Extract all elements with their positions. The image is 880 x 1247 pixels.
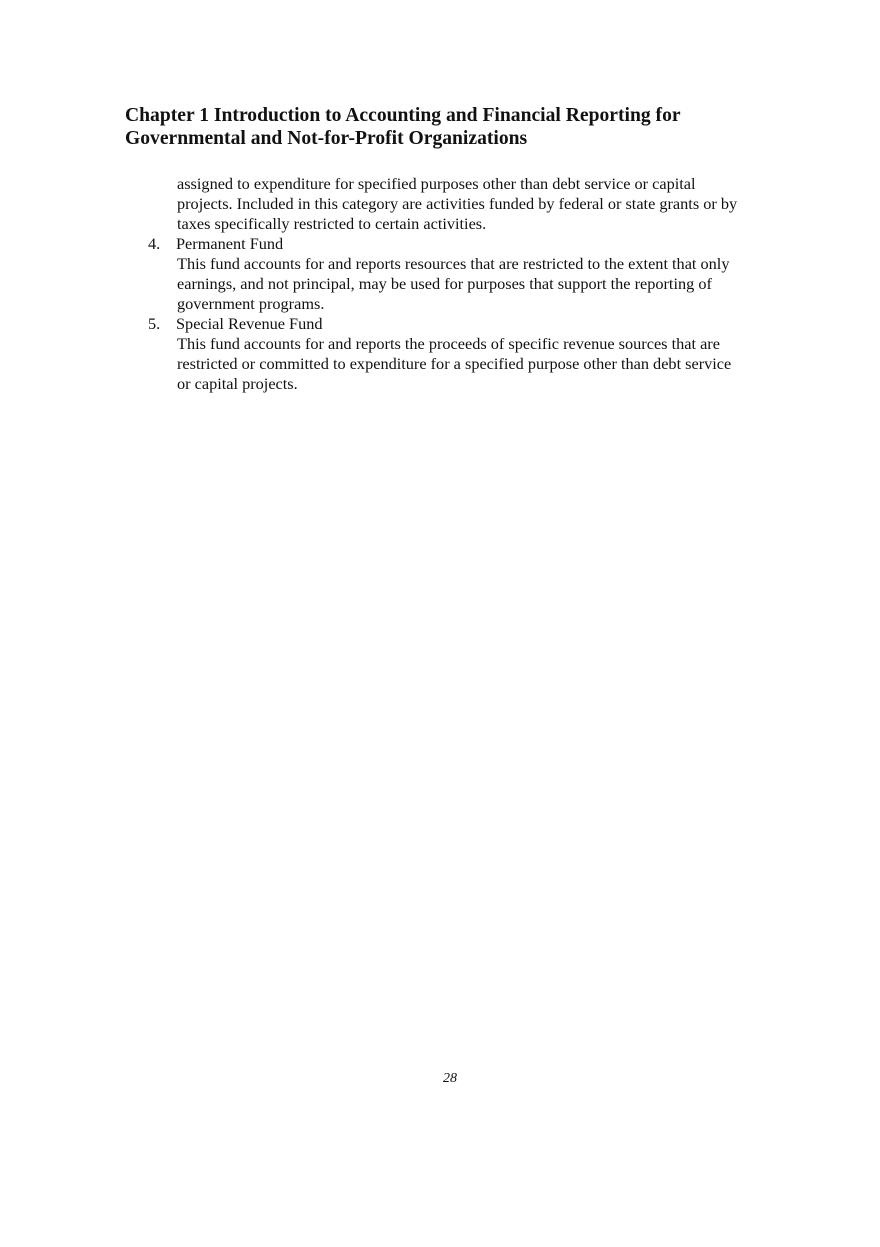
chapter-title-line-2: Governmental and Not-for-Profit Organizations xyxy=(125,128,528,149)
list-item-heading xyxy=(148,314,808,334)
page-number: 28 xyxy=(443,1071,457,1086)
list-item-number: 4. xyxy=(148,234,161,253)
fund-name: Special Revenue Fund xyxy=(176,314,323,333)
chapter-title xyxy=(125,104,765,150)
fund-name: Permanent Fund xyxy=(176,234,284,253)
fund-description xyxy=(177,254,808,314)
description-line: This fund accounts for and reports resources that are restricted to the extent that only xyxy=(177,254,730,273)
description-line: earnings, and not principal, may be used for purposes that support the reporting of xyxy=(177,274,712,293)
list-item-special-revenue-fund xyxy=(148,314,808,394)
continued-paragraph xyxy=(177,174,797,234)
description-line: restricted or committed to expenditure for a specified purpose other than debt service xyxy=(177,354,732,373)
description-line: or capital projects. xyxy=(177,374,298,393)
description-line: government programs. xyxy=(177,294,325,313)
description-line: This fund accounts for and reports the proceeds of specific revenue sources that are xyxy=(177,334,720,353)
paragraph-line: projects. Included in this category are activities funded by federal or state grants or by xyxy=(177,194,738,213)
chapter-title-line-1: Chapter 1 Introduction to Accounting and Financial Reporting for xyxy=(125,105,681,126)
fund-description xyxy=(177,334,808,394)
list-item-number: 5. xyxy=(148,314,161,333)
paragraph-line: assigned to expenditure for specified purposes other than debt service or capital xyxy=(177,174,696,193)
list-item-heading xyxy=(148,234,808,254)
list-item-permanent-fund xyxy=(148,234,808,314)
paragraph-line: taxes specifically restricted to certain activities. xyxy=(177,214,487,233)
